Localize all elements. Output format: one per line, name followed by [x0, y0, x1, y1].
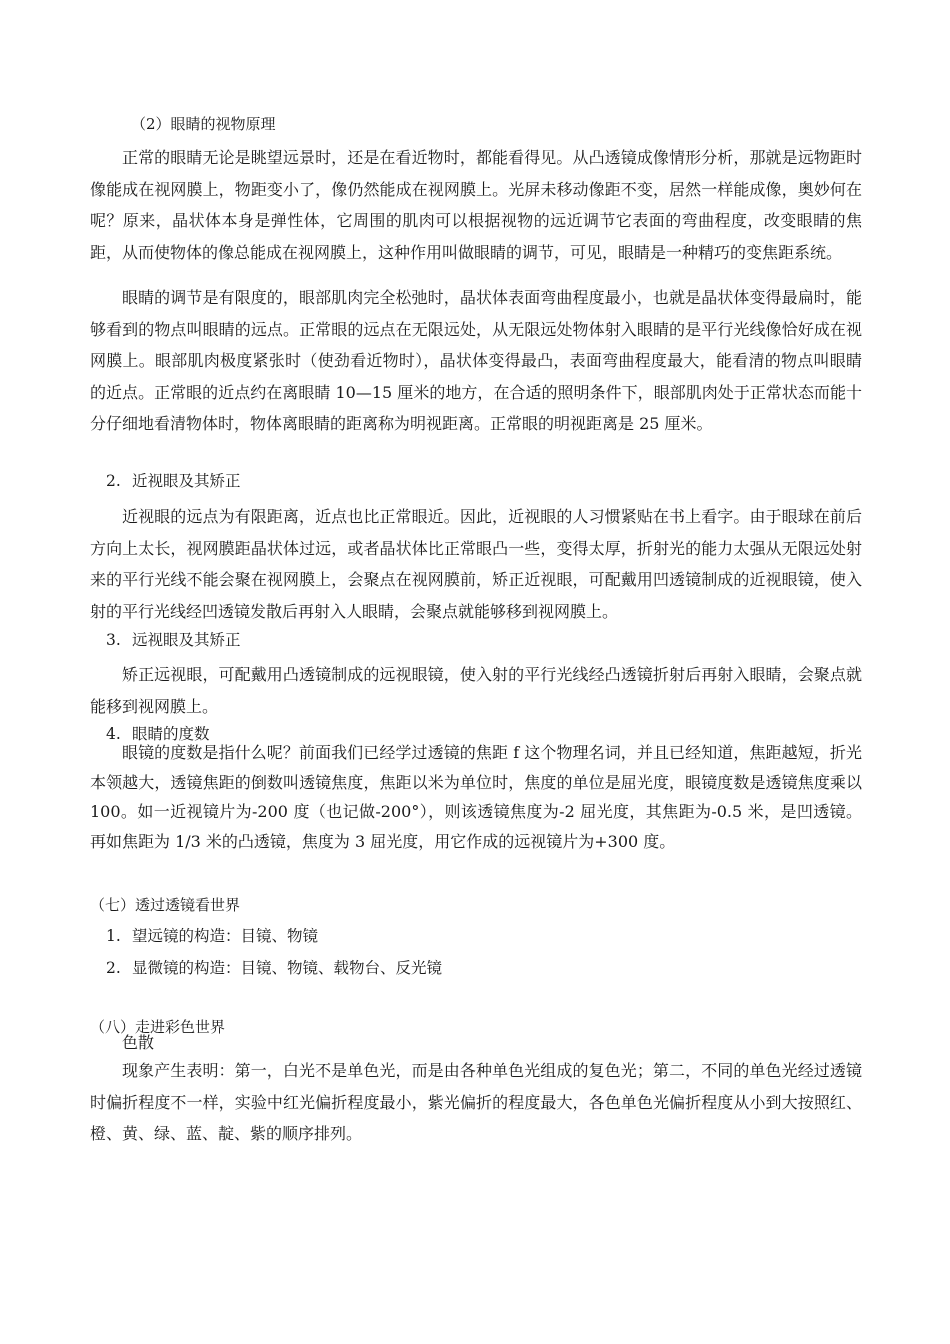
- paragraph-eye-adjustment-limit: 眼睛的调节是有限度的，眼部肌肉完全松弛时，晶状体表面弯曲程度最小，也就是晶状体变得最扁时，能够看到的物点叫眼睛的远点。正常眼的远点在无限远处，从无限远处物体射入眼睛的是平行光线像恰好成在视网膜上。眼部肌肉极度紧张时（使劲看近物时），晶状体变得最凸，表面弯曲程度最大，能看清的物点叫眼睛的近点。正常眼的近点约在离眼睛 10—15 厘米的地方，在合适的照明条件下，眼部肌肉处于正常状态而能十分仔细地看清物体时，物体离眼睛的距离称为明视距离。正常眼的明视距离是 25 厘米。: [90, 288, 862, 434]
- paragraph-hyperopia: 矫正远视眼，可配戴用凸透镜制成的远视眼镜，使入射的平行光线经凸透镜折射后再射入眼睛，会聚点就能移到视网膜上。: [90, 665, 862, 716]
- paragraph-dispersion: 现象产生表明：第一，白光不是单色光，而是由各种单色光组成的复色光；第二，不同的单色光经过透镜时偏折程度不一样，实验中红光偏折程度最小，紫光偏折的程度最大，各色单色光偏折程度从小到大按照红、橙、黄、绿、蓝、靛、紫的顺序排列。: [90, 1061, 862, 1144]
- subheading-dispersion: 色散: [122, 1033, 155, 1052]
- list-number: 2.: [106, 959, 121, 977]
- section-8-heading: （八）走进彩色世界: [90, 1018, 226, 1036]
- list-item-label: 近视眼及其矫正: [132, 472, 241, 490]
- list-item-myopia: [106, 471, 241, 491]
- list-number: 1.: [106, 927, 121, 945]
- paragraph-myopia: 近视眼的远点为有限距离，近点也比正常眼近。因此，近视眼的人习惯紧贴在书上看字。由于眼球在前后方向上太长，视网膜距晶状体过远，或者晶状体比正常眼凸一些，变得太厚，折射光的能力太强从无限远处射来的平行光线不能会聚在视网膜上，会聚点在视网膜前，矫正近视眼，可配戴用凹透镜制成的近视眼镜，使入射的平行光线经凹透镜发散后再射入人眼睛，会聚点就能够移到视网膜上。: [90, 507, 862, 621]
- list-number: 3.: [106, 631, 121, 649]
- list-item-hyperopia: [106, 630, 241, 650]
- list-item-telescope: [106, 926, 318, 946]
- list-item-label: 显微镜的构造：目镜、物镜、载物台、反光镜: [132, 959, 443, 977]
- list-number: 2.: [106, 472, 121, 490]
- list-item-label: 远视眼及其矫正: [132, 631, 241, 649]
- paragraph-lens-power: 眼镜的度数是指什么呢？前面我们已经学过透镜的焦距 f 这个物理名词，并且已经知道，焦距越短，折光本领越大，透镜焦距的倒数叫透镜焦度，焦距以米为单位时，焦度的单位是屈光度，眼镜度数是透镜焦度乘以 100。如一近视镜片为-200 度（也记做-200°），则该透镜焦度为-2 屈光度，其焦距为-0.5 米，是凹透镜。再如焦距为 1/3 米的凸透镜，焦度为 3 屈光度，用它作成的远视镜片为+300 度。: [90, 743, 862, 851]
- list-item-label: 眼睛的度数: [132, 725, 210, 743]
- section-7-heading: （七）透过透镜看世界: [90, 896, 241, 914]
- paragraph-vision-principle: 正常的眼睛无论是眺望远景时，还是在看近物时，都能看得见。从凸透镜成像情形分析，那就是远物距时像能成在视网膜上，物距变小了，像仍然能成在视网膜上。光屏未移动像距不变，居然一样能成像，奥妙何在呢？原来，晶状体本身是弹性体，它周围的肌肉可以根据视物的远近调节它表面的弯曲程度，改变眼睛的焦距，从而使物体的像总能成在视网膜上，这种作用叫做眼睛的调节，可见，眼睛是一种精巧的变焦距系统。: [90, 148, 862, 262]
- list-item-label: 望远镜的构造：目镜、物镜: [132, 927, 319, 945]
- list-number: 4.: [106, 725, 121, 743]
- section-2-heading: （2）眼睛的视物原理: [131, 115, 276, 133]
- list-item-microscope: [106, 958, 442, 978]
